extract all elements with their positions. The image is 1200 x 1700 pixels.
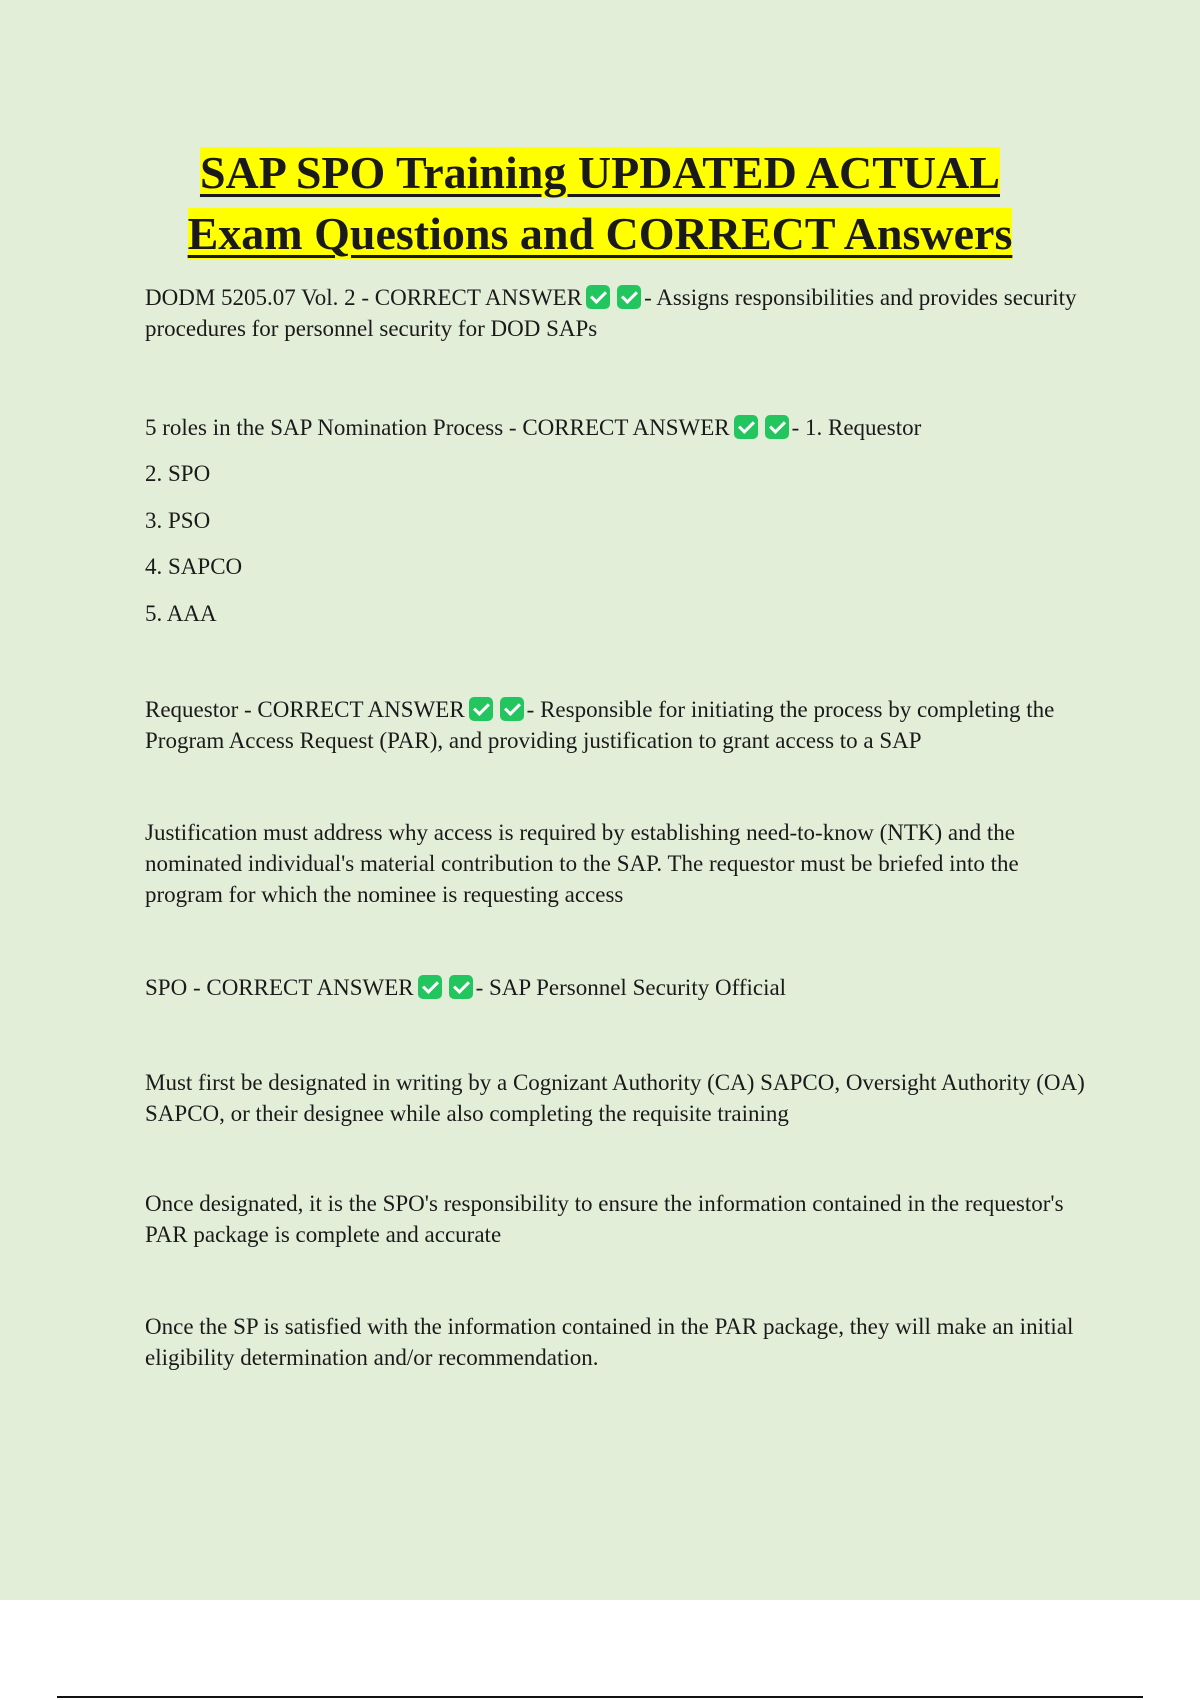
list-item: 2. SPO (145, 461, 211, 486)
qa-answer: - Responsible for initiating the process by completing the Program Access Request (PAR), and providing justification to grant access to a SAP (145, 697, 1055, 753)
qa-term: Requestor - CORRECT ANSWER (145, 697, 465, 722)
qa-item-roles (145, 412, 1085, 443)
requestor-justification: Justification must address why access is required by establishing need-to-know (NTK) and the nominated individual's material contribution to the SAP. The requestor must be briefed into the program for which the nominee is requesting access (145, 820, 1019, 907)
title-line-2: Exam Questions and CORRECT Answers (187, 208, 1013, 259)
qa-item-dodm (145, 282, 1085, 344)
qa-term: DODM 5205.07 Vol. 2 - CORRECT ANSWER (145, 285, 583, 310)
check-box-icon (586, 285, 610, 309)
spo-determination: Once the SP is satisfied with the information contained in the PAR package, they will make an initial eligibility determination and/or recommendation. (145, 1314, 1074, 1370)
title-line-1: SAP SPO Training UPDATED ACTUAL (199, 147, 1001, 198)
spo-designation: Must first be designated in writing by a Cognizant Authority (CA) SAPCO, Oversight Authority (OA) SAPCO, or their designee while also completing the requisite training (145, 1070, 1085, 1126)
footer-divider (57, 1696, 1143, 1698)
list-item: 3. PSO (145, 508, 211, 533)
spo-responsibility: Once designated, it is the SPO's responsibility to ensure the information contained in the requestor's PAR package is complete and accurate (145, 1191, 1064, 1247)
page-title (0, 142, 1200, 264)
qa-item-spo (145, 972, 1085, 1003)
qa-answer: - 1. Requestor (791, 415, 922, 440)
check-box-icon (500, 697, 524, 721)
check-box-icon (617, 285, 641, 309)
list-item: 5. AAA (145, 601, 217, 626)
check-box-icon (469, 697, 493, 721)
check-box-icon (734, 415, 758, 439)
list-item: 4. SAPCO (145, 554, 243, 579)
qa-answer: - Assigns responsibilities and provides security procedures for personnel security for DOD SAPs (145, 285, 1077, 341)
qa-term: 5 roles in the SAP Nomination Process - CORRECT ANSWER (145, 415, 730, 440)
qa-answer: - SAP Personnel Security Official (475, 975, 787, 1000)
check-box-icon (418, 975, 442, 999)
check-box-icon (449, 975, 473, 999)
check-box-icon (765, 415, 789, 439)
qa-term: SPO - CORRECT ANSWER (145, 975, 414, 1000)
qa-item-requestor (145, 694, 1085, 756)
